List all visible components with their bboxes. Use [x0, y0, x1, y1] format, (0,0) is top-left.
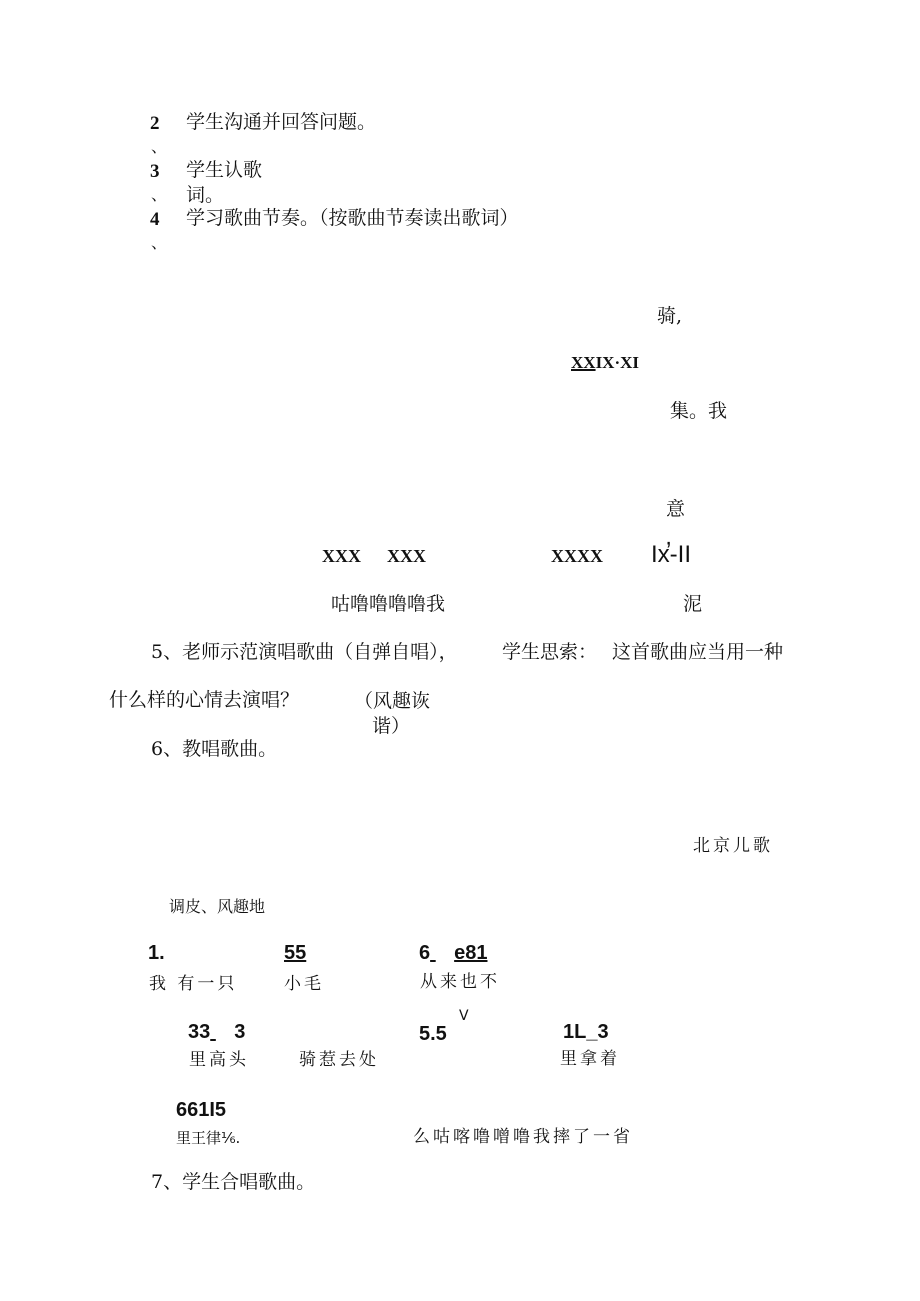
lyric-row2-1: 里高头 [189, 1050, 249, 1070]
step-2-number: 2 [150, 113, 160, 134]
notation-row1-2: 55 [284, 942, 307, 964]
step-4-text: 学习歌曲节奏。（按歌曲节奏读出歌词） [186, 207, 519, 229]
notation-row2-1-gap [210, 1022, 234, 1042]
notation-row2-2: 5.5 [419, 1023, 447, 1045]
lyric-row3-1: 里王律⅙. [176, 1129, 241, 1147]
step-5-answer-line2: 谐） [372, 715, 411, 737]
rhythm-lyric-ji-wo: 集。我 [670, 400, 728, 422]
step-4-separator: 、 [151, 233, 168, 252]
notation-row1-1: 1. [148, 942, 165, 964]
lyric-row1-1: 我 有一只 [149, 974, 238, 994]
notation-row1-3b: e81 [454, 942, 488, 964]
rhythm-xxxx: XXXX [551, 546, 603, 566]
rhythm-lyric-qi: 骑, [657, 305, 683, 327]
notation-row1-3 [419, 943, 488, 963]
notation-row2-1 [188, 1022, 245, 1042]
rhythm-lyric-gulu: 咕噜噜噜噜我 [331, 593, 446, 615]
step-5-line1-b: 学生思索： [502, 641, 598, 663]
rhythm-underlined-xx: XX [571, 353, 596, 372]
notation-row1-3-gap [430, 943, 454, 963]
song-mood: 调皮、风趣地 [169, 897, 266, 916]
notation-row2-1b: 3 [234, 1021, 246, 1043]
rhythm-lyric-yi: 意 [666, 498, 686, 520]
lyric-row2-3: 里拿着 [560, 1049, 620, 1069]
rhythm-notation-rest: IX·XI [595, 353, 640, 372]
rhythm-lyric-ni: 泥 [683, 593, 703, 615]
step-2-separator: 、 [151, 137, 168, 156]
step-3-separator: 、 [151, 185, 168, 204]
lyric-row2-2: 骑惹去处 [299, 1050, 379, 1070]
notation-row2-3: 1L_3 [563, 1021, 609, 1043]
step-3-text: 学生认歌 [186, 159, 263, 181]
rhythm-xxx-1: XXX [322, 546, 361, 566]
rhythm-xxx-2: XXX [387, 546, 426, 566]
step-7: 7、学生合唱歌曲。 [151, 1171, 316, 1193]
step-5-line2: 什么样的心情去演唱？ [109, 689, 300, 711]
step-5-answer-line1: （风趣诙 [354, 690, 431, 712]
step-2-text: 学生沟通并回答问题。 [186, 111, 377, 133]
step-5-line1-c: 这首歌曲应当用一种 [612, 641, 784, 663]
step-5-line1-a: 5、老师示范演唱歌曲（自弹自唱）， [151, 641, 458, 663]
notation-row2-1a: 33 [188, 1021, 211, 1043]
lyric-row3-2: 么咕喀噜噌噜我摔了一省 [413, 1127, 633, 1147]
notation-row3-1: 661I5 [176, 1099, 227, 1121]
step-6: 6、教唱歌曲。 [151, 738, 278, 760]
lyric-row1-3: 从来也不 [420, 972, 500, 992]
notation-row1-3a: 6 [419, 942, 431, 964]
step-4-number: 4 [150, 209, 160, 230]
step-3-text-continued: 词。 [186, 184, 225, 206]
rhythm-ix-ii: Ix̕-II [651, 541, 691, 568]
lyric-row1-2: 小毛 [284, 974, 324, 994]
step-3-number: 3 [150, 161, 160, 182]
breath-mark: V [459, 1008, 469, 1024]
song-source: 北京儿歌 [693, 836, 773, 856]
rhythm-notation-top [571, 354, 639, 371]
